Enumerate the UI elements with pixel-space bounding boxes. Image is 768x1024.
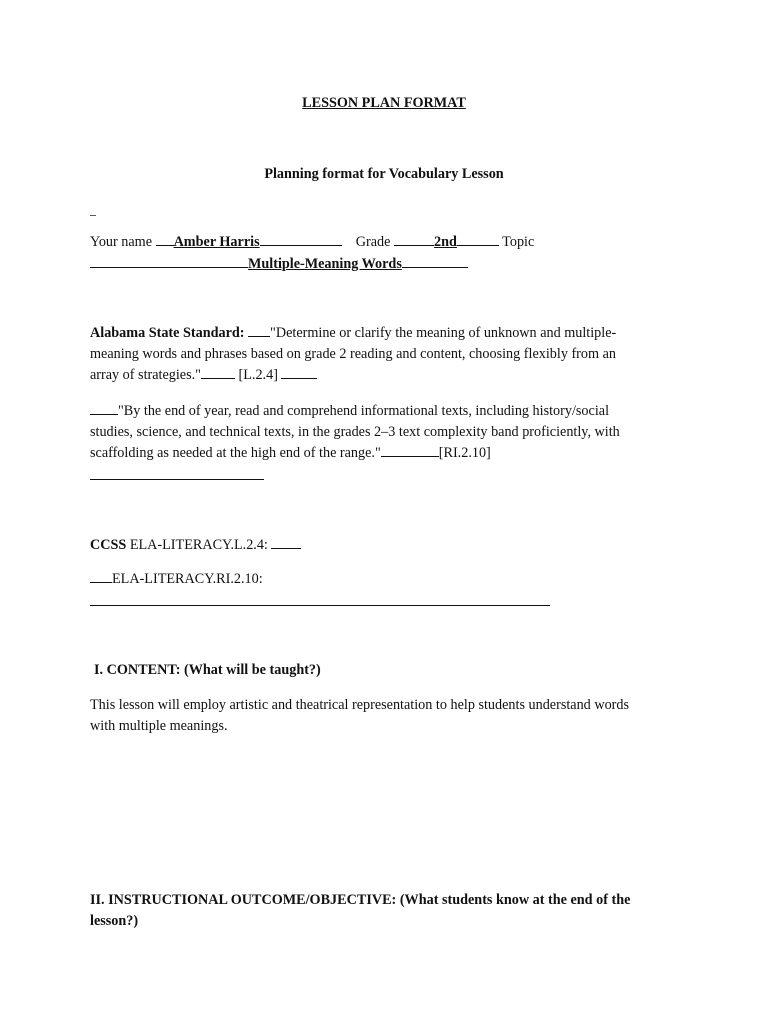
section-2-heading-line-2: lesson?) <box>90 913 139 929</box>
topic-label: Topic <box>502 234 535 250</box>
section-1-body-line-1: This lesson will employ artistic and theatrical representation to help students understand words <box>90 697 630 713</box>
info-line-1 <box>90 232 670 253</box>
document-subtitle: Planning format for Vocabulary Lesson <box>264 166 504 182</box>
standard-text-2b: studies, science, and technical texts, in the grades 2–3 text complexity band proficiently, with <box>90 424 620 440</box>
grade-value: 2nd <box>434 234 457 250</box>
standard-text-1c: array of strategies." <box>90 367 201 383</box>
info-line-2 <box>90 254 670 275</box>
document-title: LESSON PLAN FORMAT <box>302 95 466 111</box>
standard-text-2a: "By the end of year, read and comprehend informational texts, including history/social <box>118 403 610 419</box>
standard-label: Alabama State Standard: <box>90 325 245 341</box>
section-1-body-line-2: with multiple meanings. <box>90 718 228 734</box>
name-value: Amber Harris <box>173 234 260 250</box>
ccss-line-1 <box>90 535 670 556</box>
section-1-body <box>90 695 690 737</box>
standard-code-2: [RI.2.10] <box>438 445 491 461</box>
name-label: Your name <box>90 234 153 250</box>
blue-mark <box>90 215 96 216</box>
standard-code-1: [L.2.4] <box>238 367 278 383</box>
ccss-item-2: ELA-LITERACY.RI.2.10: <box>112 571 263 587</box>
ccss-item-1: ELA-LITERACY.L.2.4: <box>129 537 268 553</box>
standard-text-1a: "Determine or clarify the meaning of unknown and multiple- <box>270 325 617 341</box>
standard-block-2 <box>90 401 670 464</box>
blank-line <box>90 605 550 606</box>
standard-text-2c: scaffolding as needed at the high end of the range." <box>90 445 381 461</box>
standard-block-1 <box>90 323 670 386</box>
blank-line <box>90 479 264 480</box>
grade-label: Grade <box>355 234 391 250</box>
section-2-heading-line-1: II. INSTRUCTIONAL OUTCOME/OBJECTIVE: (What students know at the end of the <box>90 892 631 908</box>
standard-text-1b: meaning words and phrases based on grade 2 reading and content, choosing flexibly from an <box>90 346 616 362</box>
topic-value: Multiple-Meaning Words <box>248 256 402 272</box>
section-1-heading: I. CONTENT: (What will be taught?) <box>94 662 321 678</box>
ccss-label: CCSS <box>90 537 127 553</box>
section-2-heading <box>90 890 690 932</box>
ccss-line-2 <box>90 569 670 590</box>
